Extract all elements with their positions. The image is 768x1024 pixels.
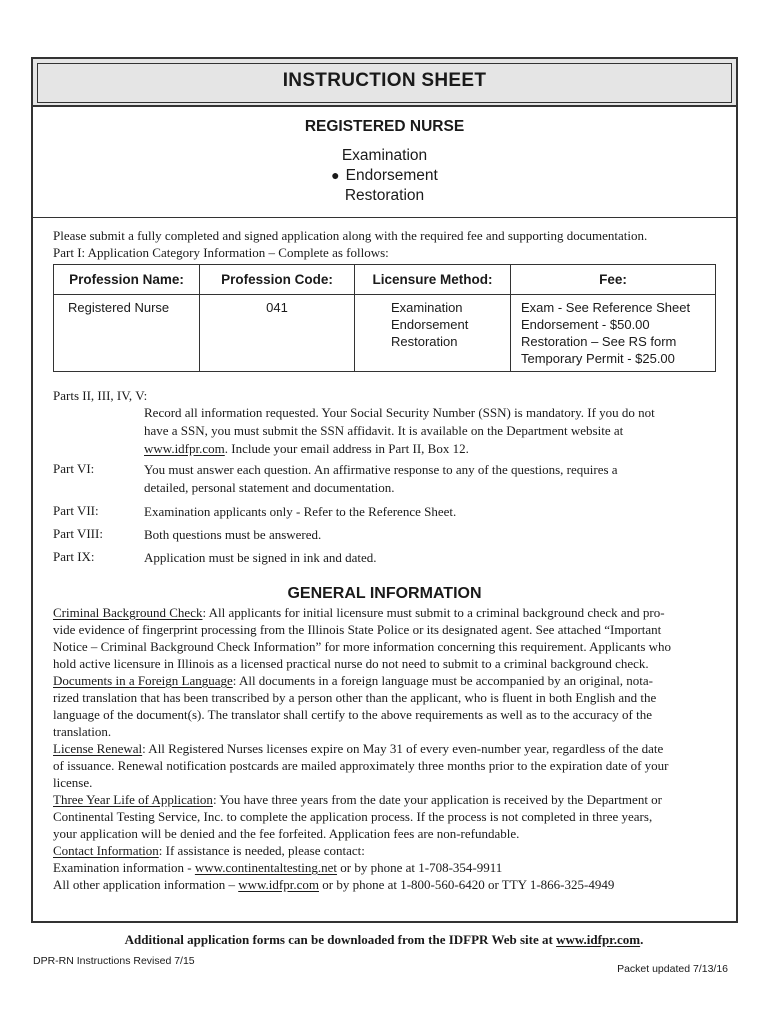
text-span: Examination information - — [53, 860, 195, 875]
text-span: : All Registered Nurses licenses expire on May 31 of every even-number year, regardless of the date — [142, 741, 664, 756]
text-line: language of the document(s). The translator shall certify to the above requirements as well as to the accuracy of the — [53, 707, 652, 722]
section-heading: License Renewal — [53, 741, 143, 756]
method-label: Restoration — [344, 187, 425, 204]
text-line — [53, 604, 671, 621]
text-line: Notice – Criminal Background Check Information” for more information concerning this requirement. Applicants who — [53, 639, 672, 654]
text-span: . Include your email address in Part II, Box 12. — [224, 441, 469, 456]
parts-2-5-label: Parts II, III, IV, V: — [53, 388, 148, 403]
text-line — [53, 842, 671, 859]
text-span: . — [640, 932, 644, 947]
list-item: Examination — [391, 300, 463, 315]
method-examination — [33, 147, 736, 165]
part-6-text — [144, 461, 618, 497]
part-7-label: Part VII: — [53, 503, 99, 518]
text-line: translation. — [53, 724, 112, 739]
intro-line-2: Part I: Application Category Information – Complete as follows: — [53, 245, 389, 260]
cell-fees — [511, 295, 716, 372]
text-span: : You have three years from the date your application is received by the Department or — [212, 792, 663, 807]
text-line: vide evidence of fingerprint processing from the Illinois State Police or its designated agent. See attached “Important — [53, 622, 662, 637]
text-line — [53, 876, 671, 893]
table-header-row — [54, 265, 716, 295]
intro-line-1: Please submit a fully completed and signed application along with the required fee and supporting documentation. — [53, 228, 648, 243]
text-line: of issuance. Renewal notification postcards are mailed approximately three months prior to the expiration date of your — [53, 758, 669, 773]
criminal-background-section — [53, 604, 671, 893]
idfpr-link[interactable]: www.idfpr.com — [556, 932, 641, 947]
method-restoration — [33, 187, 736, 205]
text-line: hold active licensure in Illinois as a licensed practical nurse do not need to submit to a criminal background check. — [53, 656, 649, 671]
text-line: your application will be denied and the fee forfeited. Application fees are non-refundable. — [53, 826, 520, 841]
list-item: Restoration — [391, 334, 458, 349]
text-line: have a SSN, you must submit the SSN affidavit. It is available on the Department website at — [144, 423, 624, 438]
header-profession-code: Profession Code: — [200, 265, 355, 295]
cell-profession-name: Registered Nurse — [54, 295, 200, 372]
section-heading: Documents in a Foreign Language — [53, 673, 233, 688]
table-row — [54, 295, 716, 372]
part-9-text: Application must be signed in ink and dated. — [144, 550, 377, 565]
text-line — [144, 440, 655, 458]
idfpr-link[interactable]: www.idfpr.com — [144, 441, 225, 456]
text-line: You must answer each question. An affirmative response to any of the questions, requires a — [144, 462, 618, 477]
parts-2-5-text — [144, 404, 655, 458]
list-item: Restoration – See RS form — [521, 334, 677, 349]
continental-testing-link[interactable]: www.continentaltesting.net — [194, 860, 338, 875]
text-span: or by phone at 1-800-560-6420 or TTY 1-866-325-4949 — [318, 877, 615, 892]
section-heading: Three Year Life of Application — [53, 792, 213, 807]
cell-licensure-methods — [355, 295, 511, 372]
part-7-text: Examination applicants only - Refer to the Reference Sheet. — [144, 504, 457, 519]
page-title: INSTRUCTION SHEET — [282, 70, 487, 91]
header-fee: Fee: — [511, 265, 716, 295]
header-licensure-method: Licensure Method: — [355, 265, 511, 295]
text-span: : All applicants for initial licensure must submit to a criminal background check and pro- — [202, 605, 665, 620]
form-id: DPR-RN Instructions Revised 7/15 — [33, 955, 195, 967]
text-span: Additional application forms can be downloaded from the IDFPR Web site at — [124, 932, 557, 947]
application-category-table — [53, 264, 716, 372]
part-8-label: Part VIII: — [53, 526, 103, 541]
cell-profession-code: 041 — [200, 295, 355, 372]
text-line — [53, 672, 671, 689]
idfpr-link[interactable]: www.idfpr.com — [238, 877, 319, 892]
text-line — [53, 740, 671, 757]
list-item: Temporary Permit - $25.00 — [521, 351, 675, 366]
method-endorsement — [33, 167, 736, 185]
text-line — [53, 791, 671, 808]
profession-header — [33, 105, 736, 218]
list-item: Exam - See Reference Sheet — [521, 300, 691, 315]
list-item: Endorsement - $50.00 — [521, 317, 650, 332]
text-line: Record all information requested. Your Social Security Number (SSN) is mandatory. If you do not — [144, 405, 655, 420]
section-heading: Criminal Background Check — [53, 605, 203, 620]
text-line: detailed, personal statement and documentation. — [144, 480, 395, 495]
footer-note — [0, 932, 768, 948]
method-label: Examination — [341, 147, 428, 164]
instruction-sheet-frame — [31, 57, 738, 923]
list-item: Endorsement — [391, 317, 469, 332]
text-span: or by phone at 1-708-354-9911 — [337, 860, 503, 875]
general-information-title: GENERAL INFORMATION — [287, 585, 482, 602]
text-line — [53, 859, 671, 876]
text-span: : If assistance is needed, please contact: — [158, 843, 365, 858]
text-line: rized translation that has been transcribed by a person other than the applicant, who is fluent in both English and the — [53, 690, 657, 705]
header-profession-name: Profession Name: — [54, 265, 200, 295]
part-9-label: Part IX: — [53, 549, 95, 564]
part-8-text: Both questions must be answered. — [144, 527, 322, 542]
text-line: license. — [53, 775, 93, 790]
part-6-label: Part VI: — [53, 461, 95, 476]
section-heading: Contact Information — [53, 843, 159, 858]
text-span: : All documents in a foreign language must be accompanied by an original, nota- — [232, 673, 654, 688]
title-band — [33, 59, 736, 107]
text-line: Continental Testing Service, Inc. to complete the application process. If the process is not completed in three years, — [53, 809, 653, 824]
method-label: Endorsement — [345, 167, 438, 184]
packet-updated: Packet updated 7/13/16 — [617, 963, 728, 975]
selected-bullet-icon: ● — [331, 167, 340, 183]
text-span: All other application information – — [53, 877, 239, 892]
profession-title: REGISTERED NURSE — [304, 118, 465, 135]
